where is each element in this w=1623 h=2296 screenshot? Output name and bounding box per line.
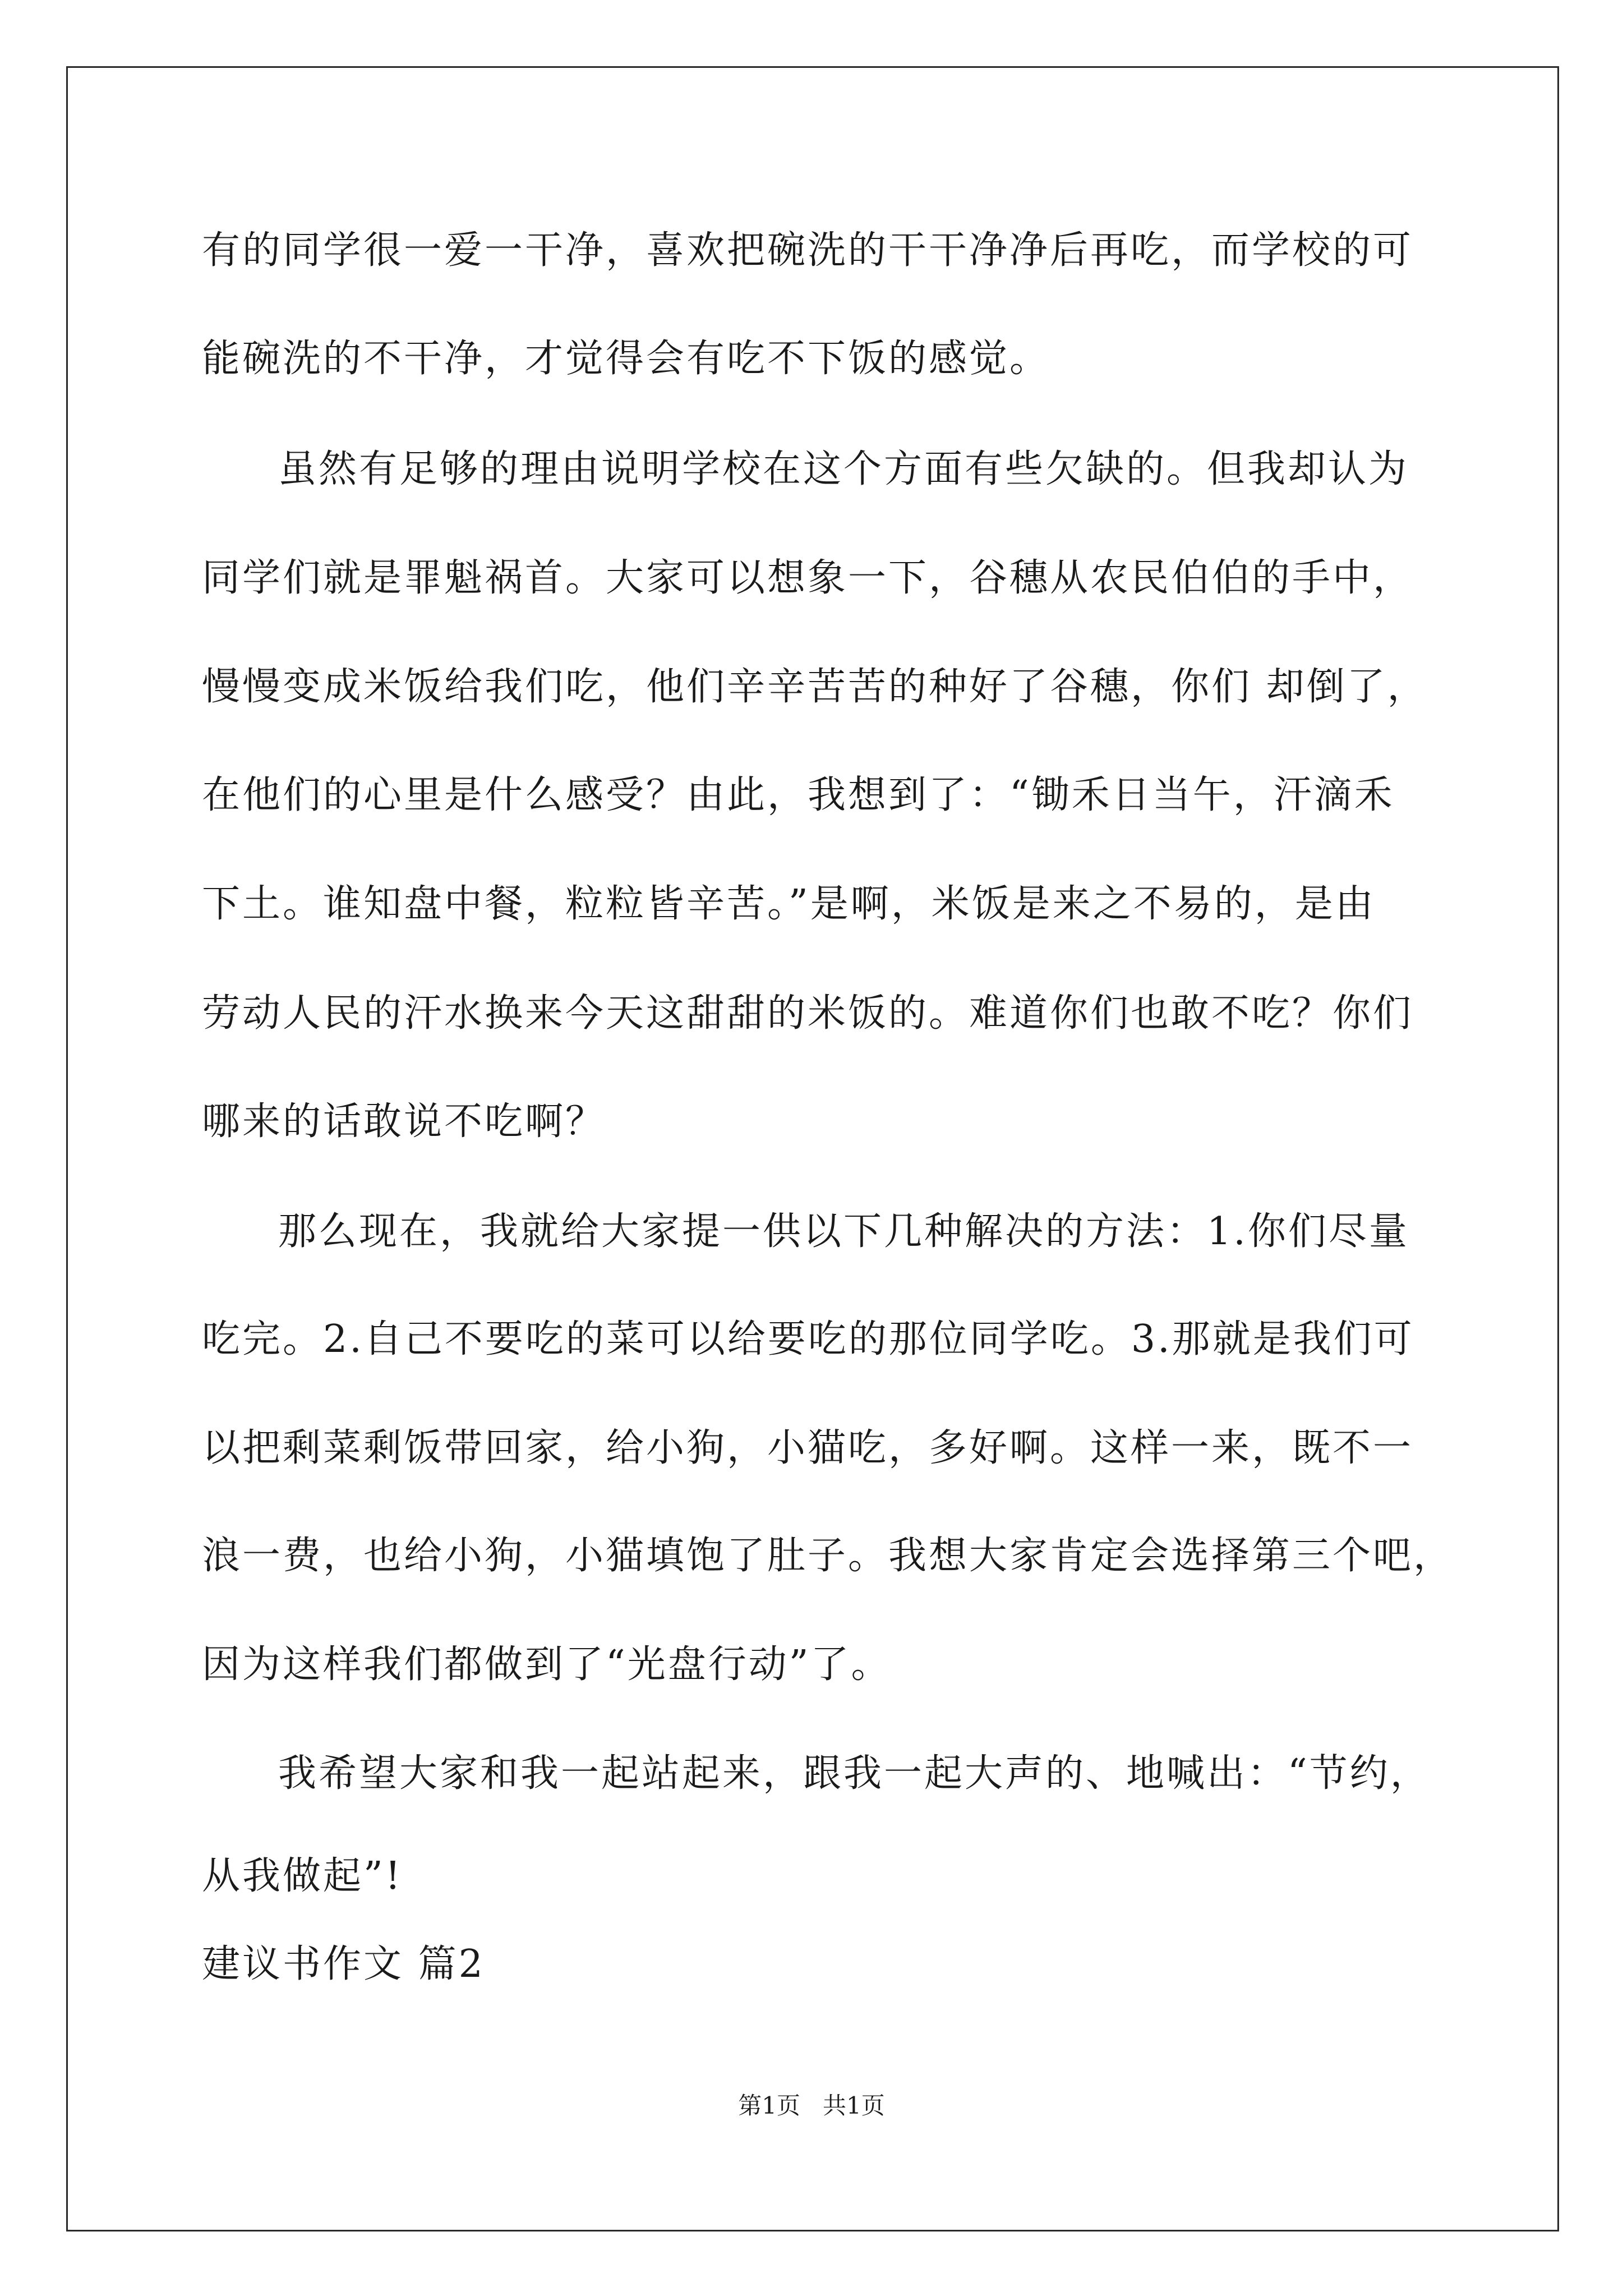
page-footer: 第1页 共1页 [738, 2092, 885, 2119]
paragraph-line: 从我做起”! [202, 1854, 403, 1898]
section-heading: 建议书作文 篇2 [202, 1942, 485, 1986]
paragraph-line: 哪来的话敢说不吃啊？ [202, 1099, 606, 1144]
paragraph-line: 以把剩菜剩饭带回家，给小狗，小猫吃，多好啊。这样一来，既不一 [202, 1426, 1414, 1470]
paragraph-line: 在他们的心里是什么感受？由此，我想到了：“锄禾日当午，汗滴禾 [202, 773, 1395, 817]
page-border [66, 66, 1559, 2231]
paragraph-line: 因为这样我们都做到了“光盘行动”了。 [202, 1642, 892, 1687]
paragraph-line: 有的同学很一爱一干净，喜欢把碗洗的干干净净后再吃，而学校的可 [202, 228, 1414, 273]
paragraph-line: 那么现在，我就给大家提一供以下几种解决的方法：1.你们尽量 [278, 1209, 1409, 1254]
paragraph-line: 劳动人民的汗水换来今天这甜甜的米饭的。难道你们也敢不吃？你们 [202, 991, 1414, 1036]
paragraph-line: 慢慢变成米饭给我们吃，他们辛辛苦苦的种好了谷穗，你们 却倒了， [202, 665, 1428, 709]
paragraph-line: 我希望大家和我一起站起来，跟我一起大声的、地喊出：“节约， [278, 1751, 1431, 1796]
paragraph-line: 吃完。2.自己不要吃的菜可以给要吃的那位同学吃。3.那就是我们可 [202, 1317, 1414, 1361]
paragraph-line: 下土。谁知盘中餐，粒粒皆辛苦。”是啊，米饭是来之不易的，是由 [202, 882, 1376, 926]
paragraph-line: 同学们就是罪魁祸首。大家可以想象一下，谷穗从农民伯伯的手中， [202, 556, 1414, 600]
paragraph-line: 虽然有足够的理由说明学校在这个方面有些欠缺的。但我却认为 [278, 447, 1409, 491]
paragraph-line: 能碗洗的不干净，才觉得会有吃不下饭的感觉。 [202, 337, 1050, 381]
paragraph-line: 浪一费，也给小狗，小猫填饱了肚子。我想大家肯定会选择第三个吧， [202, 1534, 1454, 1578]
